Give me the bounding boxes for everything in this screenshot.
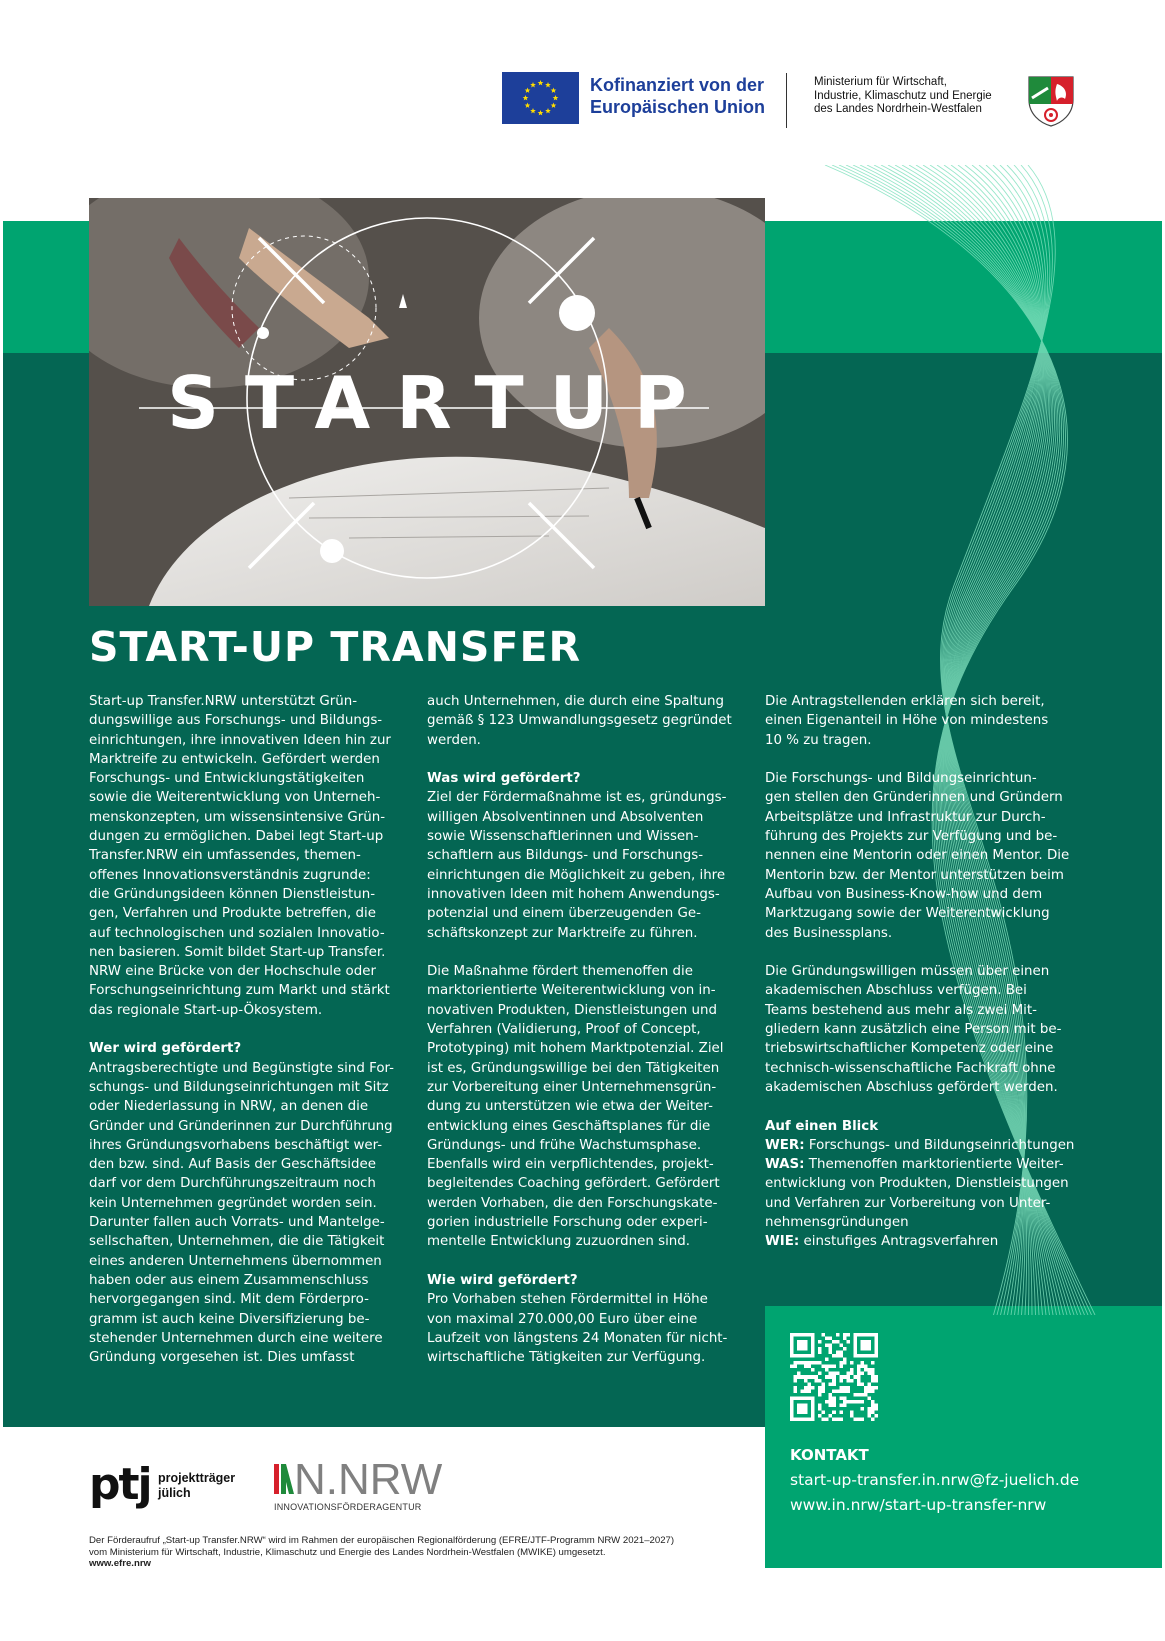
qr-module	[850, 1414, 854, 1418]
eu-star	[530, 108, 536, 113]
qr-module	[822, 1417, 826, 1421]
ministry-line-2: Industrie, Klimaschutz und Energie	[814, 89, 992, 102]
heading-auf-einen-blick: Auf einen Blick	[765, 1118, 879, 1134]
qr-module	[832, 1375, 836, 1379]
qr-module	[871, 1386, 875, 1390]
qr-module	[818, 1403, 822, 1407]
qr-module	[874, 1379, 878, 1383]
qr-module	[839, 1354, 843, 1358]
qr-module	[829, 1365, 833, 1369]
qr-module	[871, 1403, 875, 1407]
qr-module	[818, 1393, 822, 1397]
qr-module	[843, 1333, 847, 1337]
qr-module	[815, 1375, 819, 1379]
qr-module	[843, 1361, 847, 1365]
qr-module	[797, 1372, 801, 1376]
qr-module	[839, 1375, 843, 1379]
eu-star	[530, 82, 536, 87]
qr-module	[871, 1417, 875, 1421]
qr-module	[846, 1400, 850, 1404]
qr-module	[857, 1393, 861, 1397]
hero-image	[89, 198, 765, 606]
qr-module	[808, 1386, 812, 1390]
qr-module	[843, 1347, 847, 1351]
in-nrw-logo-icon	[274, 1462, 296, 1496]
qr-module	[860, 1407, 864, 1411]
qr-module	[822, 1386, 826, 1390]
summary-was	[765, 1155, 1100, 1232]
qr-module	[843, 1403, 847, 1407]
qr-module	[871, 1379, 875, 1383]
qr-module	[871, 1372, 875, 1376]
qr-module	[822, 1365, 826, 1369]
qr-module	[857, 1382, 861, 1386]
summary-wer-label: WER:	[765, 1137, 805, 1153]
eu-flag	[502, 72, 579, 124]
qr-module	[867, 1410, 871, 1414]
text-column-3	[765, 692, 1100, 1252]
qr-module	[818, 1414, 822, 1418]
qr-module	[857, 1365, 861, 1369]
qr-module	[860, 1417, 864, 1421]
qr-module	[829, 1400, 833, 1404]
qr-module	[829, 1375, 833, 1379]
eu-star	[545, 108, 551, 113]
qr-module	[867, 1396, 871, 1400]
qr-module	[860, 1365, 864, 1369]
qr-module	[850, 1379, 854, 1383]
qr-module	[839, 1389, 843, 1393]
qr-module	[864, 1368, 868, 1372]
qr-module	[832, 1396, 836, 1400]
qr-module	[839, 1386, 843, 1390]
qr-module	[818, 1347, 822, 1351]
qr-module	[853, 1417, 857, 1421]
qr-module	[825, 1337, 829, 1341]
qr-module	[846, 1340, 850, 1344]
qr-module	[850, 1361, 854, 1365]
qr-module	[871, 1400, 875, 1404]
qr-module	[839, 1361, 843, 1365]
qr-module	[853, 1393, 857, 1397]
qr-module	[853, 1375, 857, 1379]
qr-module	[850, 1368, 854, 1372]
qr-module	[857, 1372, 861, 1376]
qr-module	[846, 1333, 850, 1337]
qr-module	[857, 1379, 861, 1383]
qr-module	[815, 1361, 819, 1365]
qr-module	[832, 1417, 836, 1421]
summary-was-text: Themenoffen marktorientierte Weiter- entwicklung von Produkten, Dienstleistungen und Verfahren zur Vorbereitung von Unter- nehmensgründungen	[765, 1157, 1069, 1231]
intro-paragraph: Start-up Transfer.NRW unterstützt Grün- dungswillige aus Forschungs- und Bildungs- einrichtungen, ihre innovativen Ideen hin zur Marktreife zu entwickeln. Gefördert werden Forschungs- und Entwicklungstätigkeiten sowie die Weiterentwicklung von Unterneh- menskonzepten, um wissensintensive Grün- dungen zu ermöglichen. Dabei legt Start-up Transfer.NRW ein umfassendes, themen- offenes Innovationsverständnis zugrunde: die Gründungsideen können Dienstleistun- gen, Verfahren und Produkte betreffen, die auf technologischen und sozialen Innovatio- nen basieren. Somit bildet Start-up Transfer. NRW eine Brücke von der Hochschule oder Forschungseinrichtung zum Markt und stärkt das regionale Start-up-Ökosystem.	[89, 694, 391, 1018]
summary-wie-label: WIE:	[765, 1234, 800, 1250]
qr-module	[839, 1379, 843, 1383]
qr-module	[839, 1365, 843, 1369]
qr-module	[811, 1361, 815, 1365]
summary-wer	[765, 1136, 1100, 1155]
qr-module	[850, 1372, 854, 1376]
qr-module	[801, 1361, 805, 1365]
qr-module	[829, 1347, 833, 1351]
text-column-2	[427, 692, 749, 1367]
qr-module	[825, 1400, 829, 1404]
eu-star	[553, 95, 559, 100]
summary-wer-text: Forschungs- und Bildungseinrichtungen	[804, 1137, 1075, 1153]
eligibility-paragraph: Antragsberechtigte und Begünstigte sind For- schungs- und Bildungseinrichtungen mit Sitz oder Niederlassung in NRW, an denen die Gründer und Gründerinnen zur Durchführung ihres Gründungsvorhabens beschäftigt wer- den bzw. sind. Auf Basis der Geschäftsidee darf vor dem Durchführungszeitraum noch kein Unternehmen gegründet worden sein. Darunter fallen auch Vorrats- und Mantelge- sellschaften, Unternehmen, die die Tätigkeit eines anderen Unternehmens übernommen haben oder aus einem Zusammenschluss hervorgegangen sind. Mit dem Förderpro- gramm ist auch keine Diversifizierung be- stehender Unternehmen durch eine weitere Gründung vorgesehen ist. Dies umfasst	[89, 1060, 394, 1366]
institutions-paragraph: Die Forschungs- und Bildungseinrichtun- gen stellen den Gründerinnen und Gründern Arbeitsplätze und Infrastruktur zur Durch- führung des Projekts zur Verfügung und be- nennen eine Mentorin oder einen Mentor. Die Mentorin bzw. der Mentor unterstützen beim Aufbau von Business-Know-how und dem Marktzugang sowie der Weiterentwicklung des Businessplans.	[765, 771, 1070, 941]
qr-module	[832, 1410, 836, 1414]
eu-stars-icon	[502, 72, 579, 124]
qr-module	[860, 1393, 864, 1397]
qr-code[interactable]	[790, 1333, 878, 1421]
eu-star	[551, 103, 557, 108]
qr-module	[874, 1407, 878, 1411]
qr-module	[874, 1375, 878, 1379]
qr-module	[801, 1389, 805, 1393]
qr-module	[843, 1389, 847, 1393]
qr-module	[839, 1417, 843, 1421]
qr-module	[836, 1354, 840, 1358]
funding-amount-paragraph: Pro Vorhaben stehen Fördermittel in Höhe von maximal 270.000,00 Euro über eine Laufzeit von längstens 24 Monaten für nicht- wirtschaftliche Tätigkeiten zur Verfügung.	[427, 1292, 728, 1366]
qr-module	[836, 1389, 840, 1393]
qr-module	[857, 1368, 861, 1372]
qr-module	[867, 1389, 871, 1393]
qr-module	[843, 1396, 847, 1400]
footer-efre-link[interactable]: www.efre.nrw	[89, 1558, 152, 1569]
qr-module	[832, 1372, 836, 1376]
footer-line-1: Der Förderaufruf „Start-up Transfer.NRW“ wird im Rahmen der europäischen Regionalförderung (EFRE/JTF-Programm NRW 2021–2027)	[89, 1535, 675, 1546]
qr-module	[825, 1365, 829, 1369]
summary-was-label: WAS:	[765, 1157, 805, 1173]
qr-module	[846, 1386, 850, 1390]
eu-star	[525, 88, 531, 93]
qr-module	[825, 1417, 829, 1421]
measure-paragraph: Die Maßnahme fördert themenoffen die marktorientierte Weiterentwicklung von in- novativen Produkten, Dienstleistungen und Verfahren (Validierung, Proof of Concept, Prototyping) mit hohem Marktpotenzial. Ziel ist es, Gründungswillige bei den Tätigkeiten zur Vorbereitung einer Unternehmensgrün- dung zu unterstützen wie etwa der Weiter- entwicklung eines Geschäftsplanes für die Gründungs- und frühe Wachstumsphase. Ebenfalls wird ein verpflichtendes, projekt- begleitendes Coaching gefördert. Gefördert werden Vorhaben, die den Forschungskate- gorien industrielle Forschung oder experi- mentelle Entwicklung zuzuordnen sind.	[427, 964, 724, 1250]
qr-module	[808, 1375, 812, 1379]
qr-finder-inner	[860, 1340, 871, 1351]
qr-module	[839, 1396, 843, 1400]
qr-module	[794, 1361, 798, 1365]
qr-module	[829, 1396, 833, 1400]
qr-module	[818, 1407, 822, 1411]
qr-module	[846, 1375, 850, 1379]
in-nrw-wordmark: N.NRW	[294, 1455, 443, 1504]
qr-module	[871, 1375, 875, 1379]
ministry-line-3: des Landes Nordrhein-Westfalen	[814, 103, 982, 115]
qr-module	[825, 1375, 829, 1379]
qr-module	[808, 1361, 812, 1365]
qr-module	[846, 1379, 850, 1383]
qr-module	[804, 1361, 808, 1365]
qr-module	[836, 1340, 840, 1344]
qr-module	[853, 1400, 857, 1404]
qr-module	[857, 1375, 861, 1379]
own-share-paragraph: Die Antragstellenden erklären sich bereit, einen Eigenanteil in Höhe von mindestens 10 % zu tragen.	[765, 694, 1049, 748]
contact-heading: KONTAKT	[790, 1446, 869, 1464]
qr-module	[850, 1410, 854, 1414]
header-divider	[786, 73, 787, 128]
qr-module	[829, 1393, 833, 1397]
qr-module	[804, 1389, 808, 1393]
hero-startup-word: STARTUP	[167, 361, 713, 445]
qr-module	[829, 1403, 833, 1407]
qr-module	[818, 1340, 822, 1344]
qr-module	[850, 1400, 854, 1404]
qr-module	[871, 1361, 875, 1365]
funding-goal-paragraph: Ziel der Fördermaßnahme ist es, gründungs- willigen Absolventinnen und Absolventen sowie Wissenschaftlerinnen und Wissen- schaftlern aus Bildungs- und Forschungs- einrichtungen die Möglichkeit zu geben, ihre innovativen Ideen mit hohem Anwendungs- potenzial und einem überzeugenden Ge- schäftskonzept zur Marktreife zu führen.	[427, 790, 727, 941]
eu-line-1: Kofinanziert von der	[590, 75, 765, 95]
qr-module	[804, 1375, 808, 1379]
nrw-coat-of-arms-icon	[1024, 74, 1078, 128]
qr-module	[829, 1337, 833, 1341]
ptj-line-2: jülich	[158, 1486, 191, 1500]
qr-module	[874, 1414, 878, 1418]
qr-module	[864, 1389, 868, 1393]
qr-module	[794, 1365, 798, 1369]
page-title: START-UP TRANSFER	[89, 623, 582, 671]
qr-module	[874, 1386, 878, 1390]
qr-module	[867, 1386, 871, 1390]
qr-module	[843, 1337, 847, 1341]
qr-module	[825, 1358, 829, 1362]
qr-module	[846, 1372, 850, 1376]
heading-wie-wird-gefoerdert: Wie wird gefördert?	[427, 1272, 578, 1288]
qr-module	[860, 1400, 864, 1404]
qr-module	[822, 1333, 826, 1337]
summary-wie-text: einstufiges Antragsverfahren	[799, 1234, 999, 1250]
qr-module	[860, 1361, 864, 1365]
eligibility-continued-paragraph: auch Unternehmen, die durch eine Spaltung gemäß § 123 Umwandlungsgesetz gegründet werden.	[427, 694, 732, 748]
qr-module	[808, 1389, 812, 1393]
qr-module	[818, 1386, 822, 1390]
qr-module	[815, 1379, 819, 1383]
qr-module	[829, 1351, 833, 1355]
qr-module	[857, 1417, 861, 1421]
qr-module	[825, 1344, 829, 1348]
qr-module	[836, 1417, 840, 1421]
qr-module	[818, 1351, 822, 1355]
ministry-label	[814, 76, 992, 117]
eu-star	[545, 82, 551, 87]
qr-module	[843, 1375, 847, 1379]
qr-module	[829, 1382, 833, 1386]
qr-module	[832, 1403, 836, 1407]
qr-finder-inner	[797, 1403, 808, 1414]
qr-module	[822, 1382, 826, 1386]
contact-email-link[interactable]: start-up-transfer.in.nrw@fz-juelich.de	[790, 1471, 1080, 1489]
qr-module	[794, 1386, 798, 1390]
qr-module	[832, 1379, 836, 1383]
qr-module	[811, 1368, 815, 1372]
qr-module	[794, 1375, 798, 1379]
summary-wie	[765, 1232, 1100, 1251]
qr-module	[836, 1372, 840, 1376]
qr-module	[829, 1372, 833, 1376]
footer-line-2: vom Ministerium für Wirtschaft, Industrie, Klimaschutz und Energie des Landes Nordrhein-Westfalen (MWIKE) umgesetzt.	[89, 1546, 606, 1558]
qr-module	[811, 1375, 815, 1379]
footer-disclaimer	[89, 1535, 674, 1570]
qr-module	[832, 1354, 836, 1358]
qr-module	[871, 1368, 875, 1372]
qr-module	[867, 1414, 871, 1418]
eu-star	[523, 95, 529, 100]
eu-line-2: Europäischen Union	[590, 97, 766, 117]
qr-module	[794, 1389, 798, 1393]
qr-module	[867, 1368, 871, 1372]
eu-star	[551, 88, 557, 93]
qr-module	[864, 1386, 868, 1390]
qr-module	[832, 1382, 836, 1386]
ptj-logo-mark: ptj	[89, 1459, 151, 1510]
qr-module	[818, 1379, 822, 1383]
qr-module	[867, 1372, 871, 1376]
qr-finder-inner	[797, 1340, 808, 1351]
qr-module	[874, 1403, 878, 1407]
qr-code-icon	[790, 1333, 878, 1421]
ptj-line-1: projektträger	[158, 1471, 236, 1485]
ptj-logo-text	[158, 1471, 235, 1501]
qr-module	[867, 1382, 871, 1386]
ministry-line-1: Ministerium für Wirtschaft,	[814, 76, 947, 88]
qr-module	[790, 1365, 794, 1369]
contact-website-link[interactable]: www.in.nrw/start-up-transfer-nrw	[790, 1496, 1047, 1514]
qr-module	[846, 1389, 850, 1393]
qr-module	[822, 1410, 826, 1414]
qr-module	[804, 1386, 808, 1390]
eu-star	[538, 110, 544, 115]
qr-module	[794, 1379, 798, 1383]
qr-module	[843, 1358, 847, 1362]
qr-module	[839, 1410, 843, 1414]
eu-star	[538, 80, 544, 85]
qr-module	[829, 1344, 833, 1348]
qr-module	[871, 1407, 875, 1411]
qr-module	[843, 1400, 847, 1404]
qr-module	[871, 1410, 875, 1414]
qr-module	[825, 1368, 829, 1372]
qr-module	[808, 1382, 812, 1386]
qr-module	[860, 1372, 864, 1376]
qr-module	[829, 1414, 833, 1418]
in-nrw-subtitle: INNOVATIONSFÖRDERAGENTUR	[274, 1502, 422, 1512]
heading-was-wird-gefoerdert: Was wird gefördert?	[427, 771, 581, 787]
qr-module	[832, 1389, 836, 1393]
qr-module	[822, 1389, 826, 1393]
qr-module	[804, 1365, 808, 1369]
qr-module	[818, 1372, 822, 1376]
qr-module	[801, 1375, 805, 1379]
qr-module	[871, 1389, 875, 1393]
qr-module	[839, 1344, 843, 1348]
eu-cofinancing-label	[590, 74, 765, 118]
qr-module	[797, 1361, 801, 1365]
qr-module	[832, 1365, 836, 1369]
qr-module	[860, 1382, 864, 1386]
qr-module	[811, 1386, 815, 1390]
qr-module	[857, 1400, 861, 1404]
qr-module	[832, 1400, 836, 1404]
qr-module	[836, 1333, 840, 1337]
qr-module	[843, 1386, 847, 1390]
heading-wer-wird-gefoerdert: Wer wird gefördert?	[89, 1041, 242, 1057]
qr-module	[836, 1351, 840, 1355]
qr-module	[864, 1365, 868, 1369]
qr-module	[818, 1361, 822, 1365]
qr-module	[797, 1375, 801, 1379]
qr-module	[839, 1403, 843, 1407]
qr-module	[839, 1351, 843, 1355]
qr-module	[864, 1393, 868, 1397]
eu-star	[525, 103, 531, 108]
text-column-1	[89, 692, 411, 1367]
qr-module	[818, 1389, 822, 1393]
qr-module	[808, 1365, 812, 1369]
qr-module	[804, 1379, 808, 1383]
qr-module	[867, 1407, 871, 1411]
qr-module	[832, 1340, 836, 1344]
requirements-paragraph: Die Gründungswilligen müssen über einen akademischen Abschluss verfügen. Bei Teams bestehend aus mehr als zwei Mit- gliedern kann zusätzlich eine Person mit be- triebswirtschaftlicher Kompetenz oder eine technisch-wissenschaftliche Fachkraft ohne akademischen Abschluss gefördert werden.	[765, 964, 1062, 1095]
